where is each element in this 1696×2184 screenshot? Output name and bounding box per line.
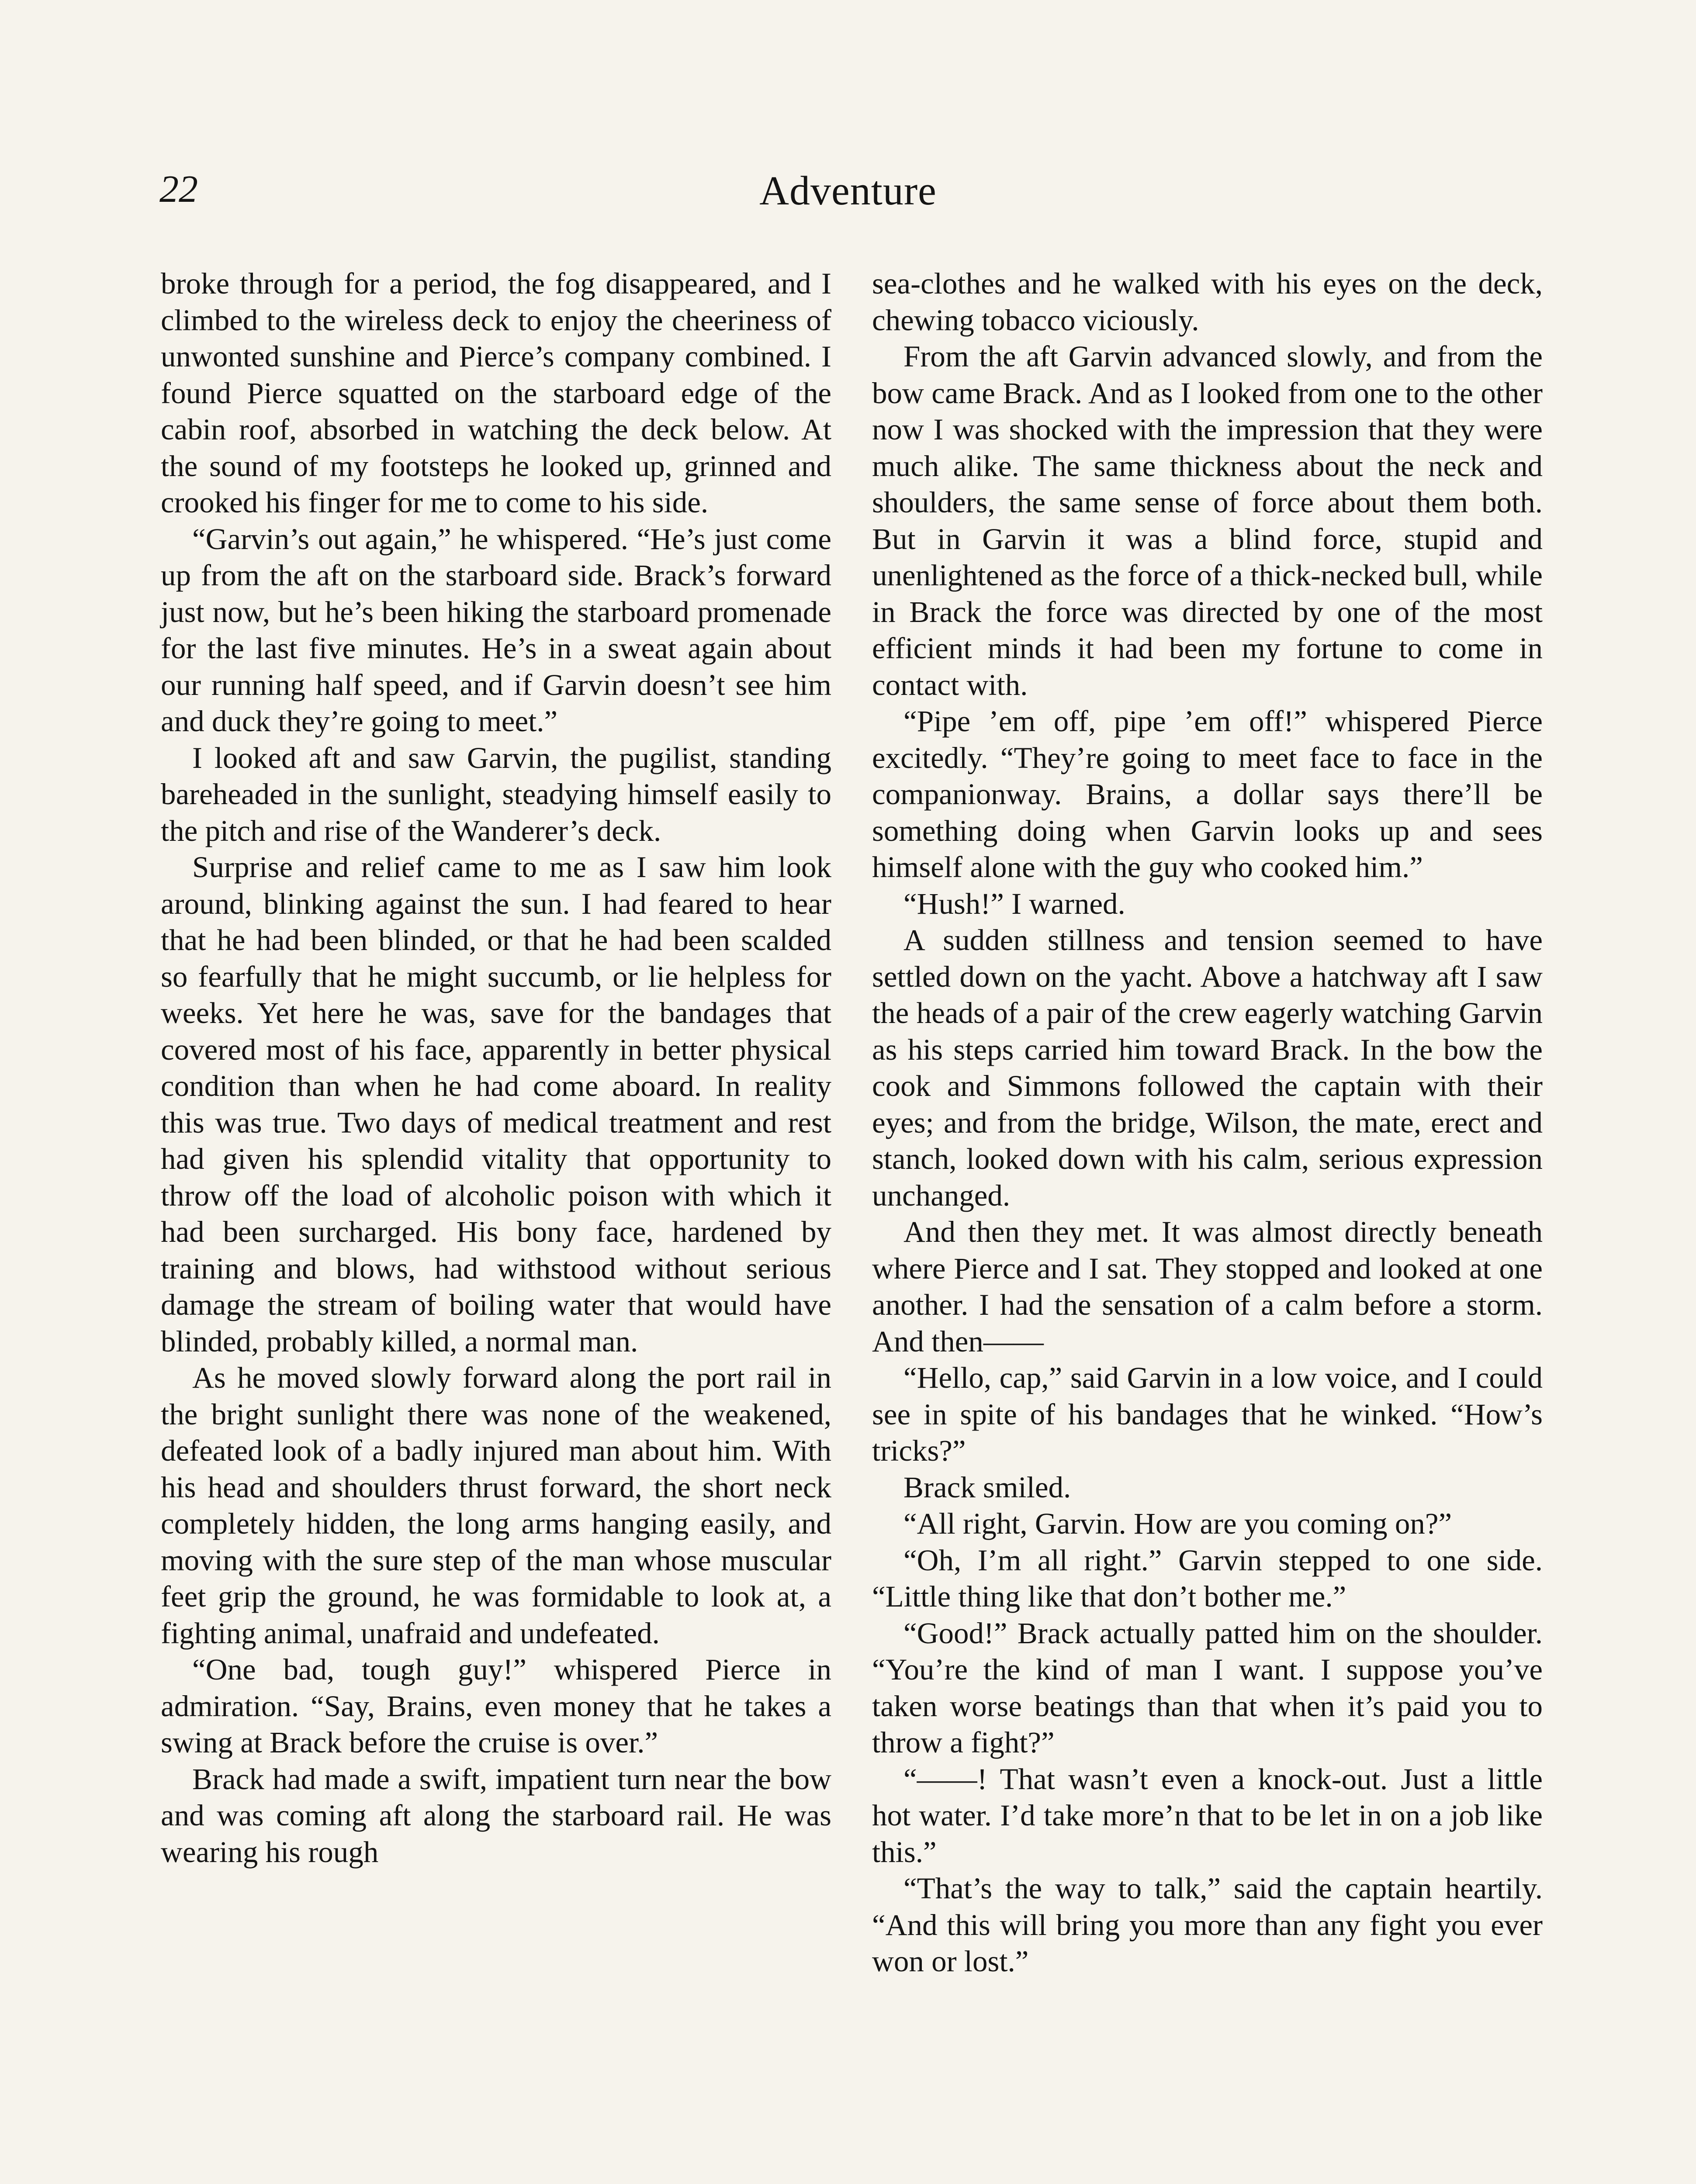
paragraph: “One bad, tough guy!” whispered Pierce in admiration. “Say, Brains, even money that he takes a swing at Brack before the cruise is over.” xyxy=(161,1653,831,1759)
paragraph: And then they met. It was almost directly beneath where Pierce and I sat. They stopped and looked at one another. I had the sensation of a calm before a storm. And then—— xyxy=(872,1215,1543,1358)
paragraph: “That’s the way to talk,” said the captain heartily. “And this will bring you more than any fight you ever won or lost.” xyxy=(872,1872,1543,1978)
paragraph: A sudden stillness and tension seemed to have settled down on the yacht. Above a hatchway aft I saw the heads of a pair of the crew eagerly watching Garvin as his steps carried him toward Brack. In the bow the cook and Simmons followed the captain with their eyes; and from the bridge, Wilson, the mate, erect and stanch, looked down with his calm, serious expression unchanged. xyxy=(872,923,1543,1212)
paragraph: “Hush!” I warned. xyxy=(903,887,1125,920)
paragraph: “——! That wasn’t even a knock-out. Just a little hot water. I’d take more’n that to be let in on a job like this.” xyxy=(872,1762,1543,1869)
paragraph: “Oh, I’m all right.” Garvin stepped to one side. “Little thing like that don’t bother me.” xyxy=(872,1543,1543,1613)
left-column xyxy=(161,266,831,1870)
paragraph: Surprise and relief came to me as I saw him look around, blinking against the sun. I had feared to hear that he had been blinded, or that he had been scalded so fearfully that he might succumb, or lie helpless for weeks. Yet here he was, save for the bandages that covered most of his face, apparently in better physical condition than when he had come aboard. In reality this was true. Two days of medical treatment and rest had given his splendid vitality that opportunity to throw off the load of alcoholic poison with which it had been surcharged. His bony face, hardened by training and blows, had withstood without serious damage the stream of boiling water that would have blinded, probably killed, a normal man. xyxy=(161,850,831,1358)
right-column xyxy=(872,266,1543,1980)
paragraph: broke through for a period, the fog disappeared, and I climbed to the wireless deck to enjoy the cheeriness of unwonted sunshine and Pierce’s company combined. I found Pierce squatted on the starboard edge of the cabin roof, absorbed in watching the deck below. At the sound of my footsteps he looked up, grinned and crooked his finger for me to come to his side. xyxy=(161,267,831,519)
paragraph: Brack had made a swift, impatient turn near the bow and was coming aft along the starboard rail. He was wearing his rough xyxy=(161,1762,831,1869)
paragraph: Brack smiled. xyxy=(903,1470,1071,1504)
paragraph: From the aft Garvin advanced slowly, and from the bow came Brack. And as I looked from one to the other now I was shocked with the impression that they were much alike. The same thickness about the neck and shoulders, the same sense of force about them both. But in Garvin it was a blind force, stupid and unenlightened as the force of a thick-necked bull, while in Brack the force was directed by one of the most efficient minds it had been my fortune to come in contact with. xyxy=(872,340,1543,702)
page-number: 22 xyxy=(159,168,198,211)
paragraph: “All right, Garvin. How are you coming on?” xyxy=(903,1507,1452,1540)
magazine-title: Adventure xyxy=(759,168,937,214)
paragraph: As he moved slowly forward along the port rail in the bright sunlight there was none of the weakened, defeated look of a badly injured man about him. With his head and shoulders thrust forward, the short neck completely hidden, the long arms hanging easily, and moving with the sure step of the man whose muscular feet grip the ground, he was formidable to look at, a fighting animal, unafraid and undefeated. xyxy=(161,1361,831,1650)
paragraph: “Pipe ’em off, pipe ’em off!” whispered Pierce excitedly. “They’re going to meet face to face in the companionway. Brains, a dollar says there’ll be something doing when Garvin looks up and sees himself alone with the guy who cooked him.” xyxy=(872,705,1543,884)
paragraph: I looked aft and saw Garvin, the pugilist, standing bareheaded in the sunlight, steadying himself easily to the pitch and rise of the Wanderer’s deck. xyxy=(161,741,831,847)
paragraph: “Garvin’s out again,” he whispered. “He’s just come up from the aft on the starboard side. Brack’s forward just now, but he’s been hiking the starboard promenade for the last five minutes. He’s in a sweat again about our running half speed, and if Garvin doesn’t see him and duck they’re going to meet.” xyxy=(161,522,831,738)
paragraph: sea-clothes and he walked with his eyes on the deck, chewing tobacco viciously. xyxy=(872,267,1543,337)
paragraph: “Hello, cap,” said Garvin in a low voice, and I could see in spite of his bandages that he winked. “How’s tricks?” xyxy=(872,1361,1543,1467)
paragraph: “Good!” Brack actually patted him on the shoulder. “You’re the kind of man I want. I suppose you’ve taken worse beatings than that when it’s paid you to throw a fight?” xyxy=(872,1616,1543,1759)
